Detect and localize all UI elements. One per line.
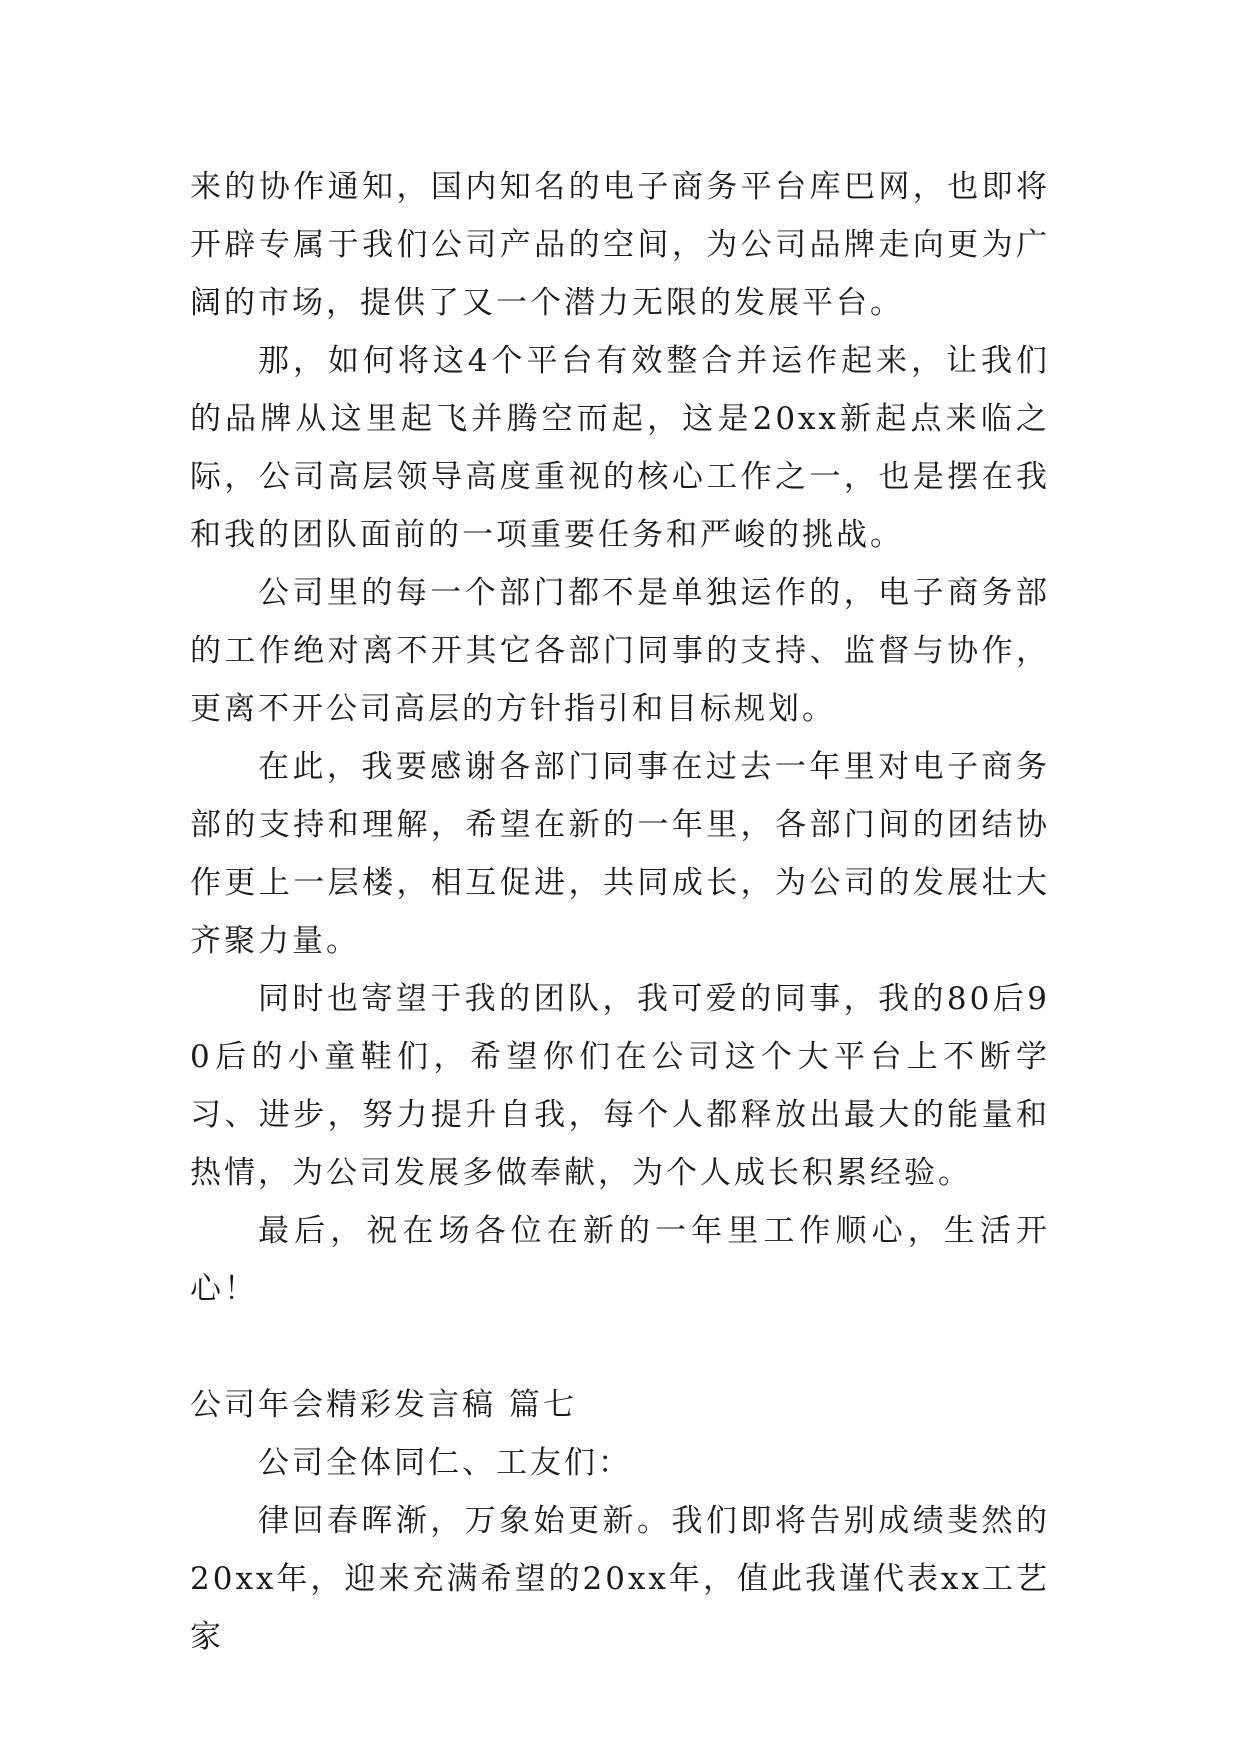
paragraph-department-cooperation: 公司里的每一个部门都不是单独运作的，电子商务部的工作绝对离不开其它各部门同事的支持、监督与协作，更离不开公司高层的方针指引和目标规划。	[190, 575, 1050, 727]
paragraph-team-hopes: 同时也寄望于我的团队，我可爱的同事，我的80后90后的小童鞋们，希望你们在公司这个大平台上不断学习、进步，努力提升自我，每个人都释放出最大的能量和热情，为公司发展多做奉献，为个人成长积累经验。	[190, 981, 1050, 1191]
paragraph-platform-integration: 那，如何将这4个平台有效整合并运作起来，让我们的品牌从这里起飞并腾空而起，这是20xx新起点来临之际，公司高层领导高度重视的核心工作之一，也是摆在我和我的团队面前的一项重要任务和严峻的挑战。	[190, 343, 1050, 553]
section-heading: 公司年会精彩发言稿 篇七	[190, 1387, 577, 1423]
paragraph-cooperation-notice: 来的协作通知，国内知名的电子商务平台库巴网，也即将开辟专属于我们公司产品的空间，为公司品牌走向更为广阔的市场，提供了又一个潜力无限的发展平台。	[190, 169, 1050, 321]
paragraph-thanks: 在此，我要感谢各部门同事在过去一年里对电子商务部的支持和理解，希望在新的一年里，各部门间的团结协作更上一层楼，相互促进，共同成长，为公司的发展壮大齐聚力量。	[190, 749, 1050, 959]
paragraph-salutation: 公司全体同仁、工友们：	[258, 1445, 632, 1481]
section-gap	[190, 1318, 1050, 1376]
paragraph-opening: 律回春晖渐，万象始更新。我们即将告别成绩斐然的20xx年，迎来充满希望的20xx年，值此我谨代表xx工艺家	[190, 1503, 1050, 1655]
document-body	[190, 158, 1050, 1666]
paragraph-closing-wishes: 最后，祝在场各位在新的一年里工作顺心，生活开心！	[190, 1213, 1050, 1307]
